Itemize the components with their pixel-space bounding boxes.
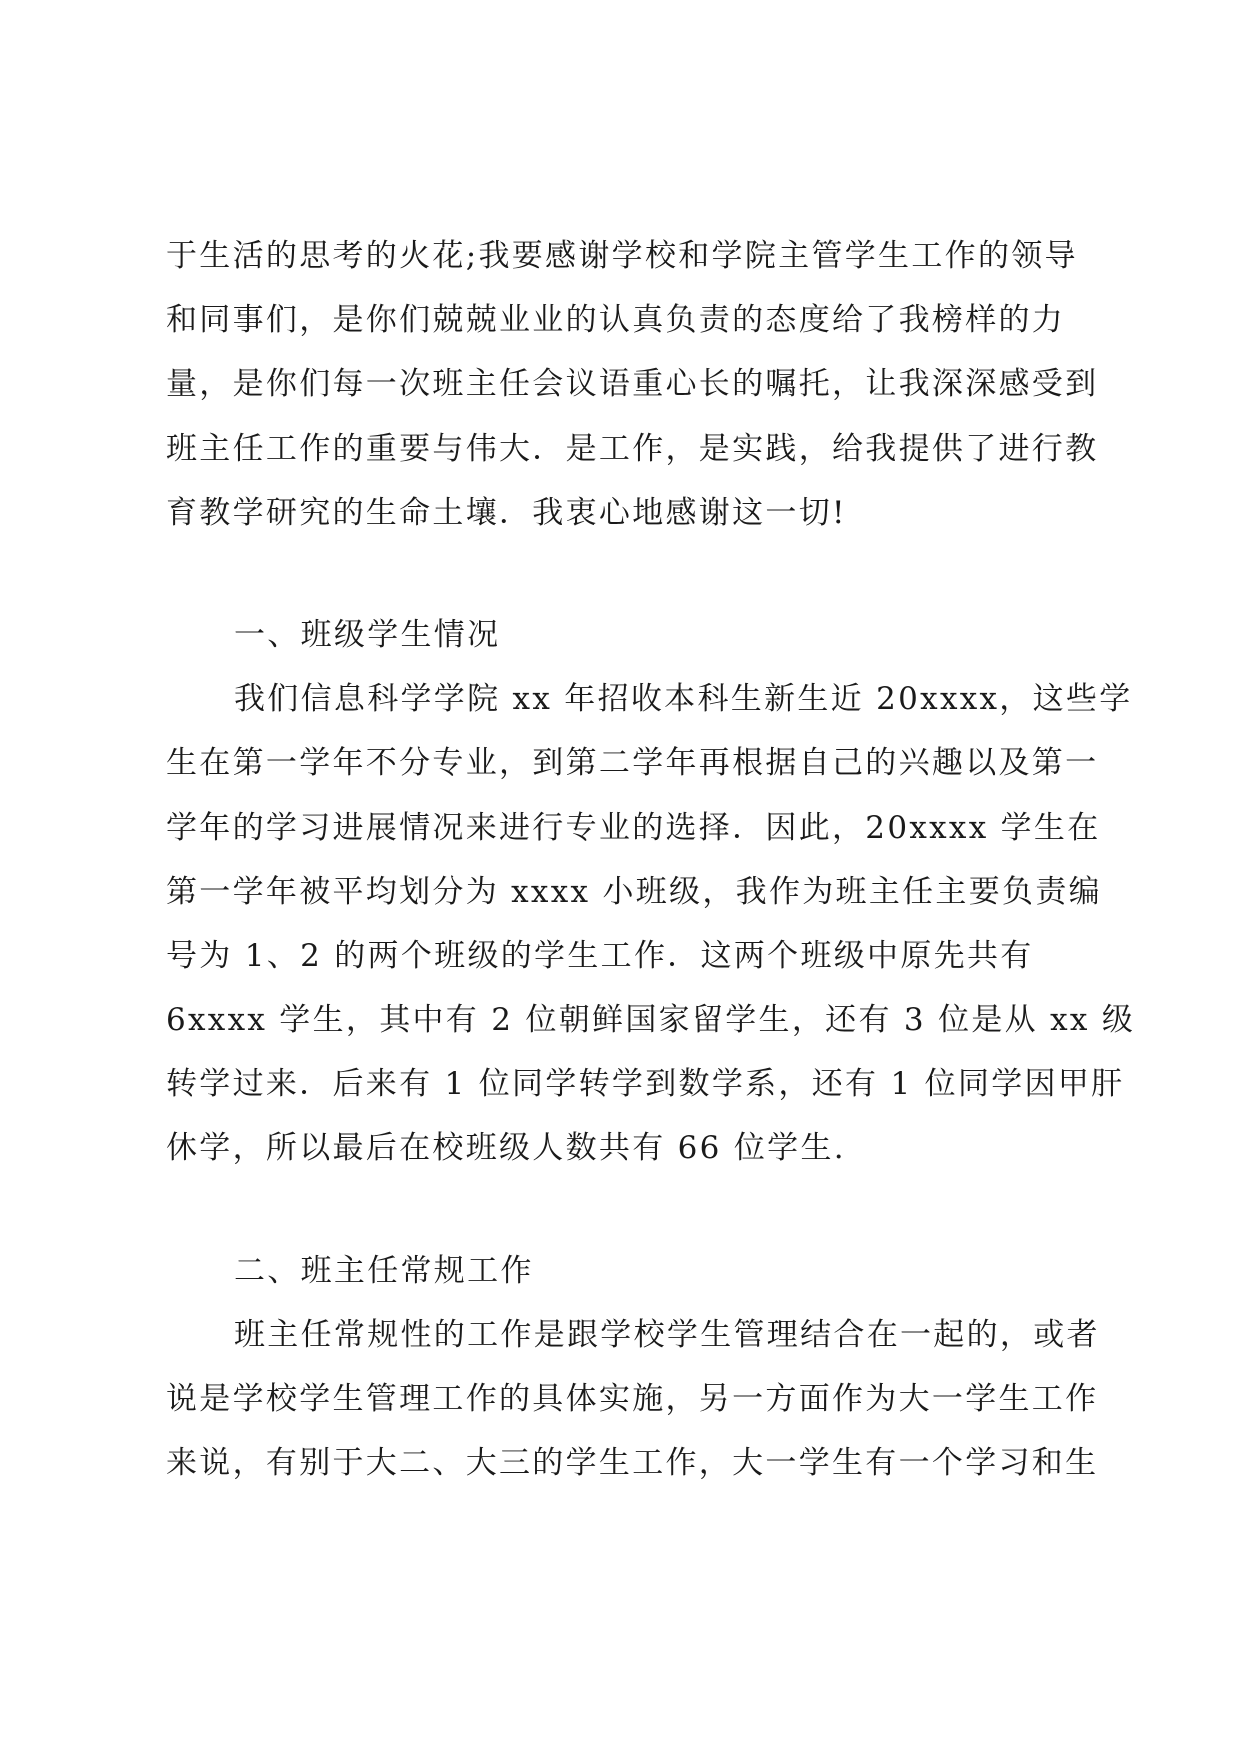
- paragraph-line: 量，是你们每一次班主任会议语重心长的嘱托，让我深深感受到: [166, 366, 1099, 403]
- paragraph-line: 育教学研究的生命土壤．我衷心地感谢这一切!: [166, 494, 847, 531]
- document-body: [166, 224, 1136, 1495]
- paragraph-line: 第一学年被平均划分为 xxxx 小班级，我作为班主任主要负责编: [166, 873, 1102, 910]
- paragraph-line: 休学，所以最后在校班级人数共有 66 位学生.: [166, 1130, 846, 1167]
- section-heading: 一、班级学生情况: [234, 616, 501, 653]
- paragraph-line: 我们信息科学学院 xx 年招收本科生新生近 20xxxx，这些学: [234, 681, 1133, 718]
- paragraph-line: 号为 1、2 的两个班级的学生工作．这两个班级中原先共有: [166, 937, 1034, 974]
- paragraph-line: 学年的学习进展情况来进行专业的选择．因此，20xxxx 学生在: [166, 809, 1101, 846]
- paragraph-line: 班主任常规性的工作是跟学校学生管理结合在一起的，或者: [234, 1316, 1100, 1353]
- section-heading: 二、班主任常规工作: [234, 1252, 534, 1289]
- paragraph-line: 说是学校学生管理工作的具体实施，另一方面作为大一学生工作: [166, 1381, 1099, 1417]
- section-spacer: [166, 545, 1096, 603]
- section-spacer: [166, 1181, 1096, 1239]
- paragraph-line: 于生活的思考的火花;我要感谢学校和学院主管学生工作的领导: [166, 238, 1078, 274]
- paragraph-line: 和同事们，是你们兢兢业业的认真负责的态度给了我榜样的力: [166, 302, 1066, 339]
- paragraph-line: 转学过来．后来有 1 位同学转学到数学系，还有 1 位同学因甲肝: [166, 1066, 1125, 1103]
- paragraph-line: 来说，有别于大二、大三的学生工作，大一学生有一个学习和生: [166, 1445, 1099, 1482]
- paragraph-line: 6xxxx 学生，其中有 2 位朝鲜国家留学生，还有 3 位是从 xx 级: [166, 1002, 1136, 1039]
- paragraph-line: 生在第一学年不分专业，到第二学年再根据自己的兴趣以及第一: [166, 745, 1099, 782]
- paragraph-line: 班主任工作的重要与伟大．是工作，是实践，给我提供了进行教: [166, 430, 1099, 467]
